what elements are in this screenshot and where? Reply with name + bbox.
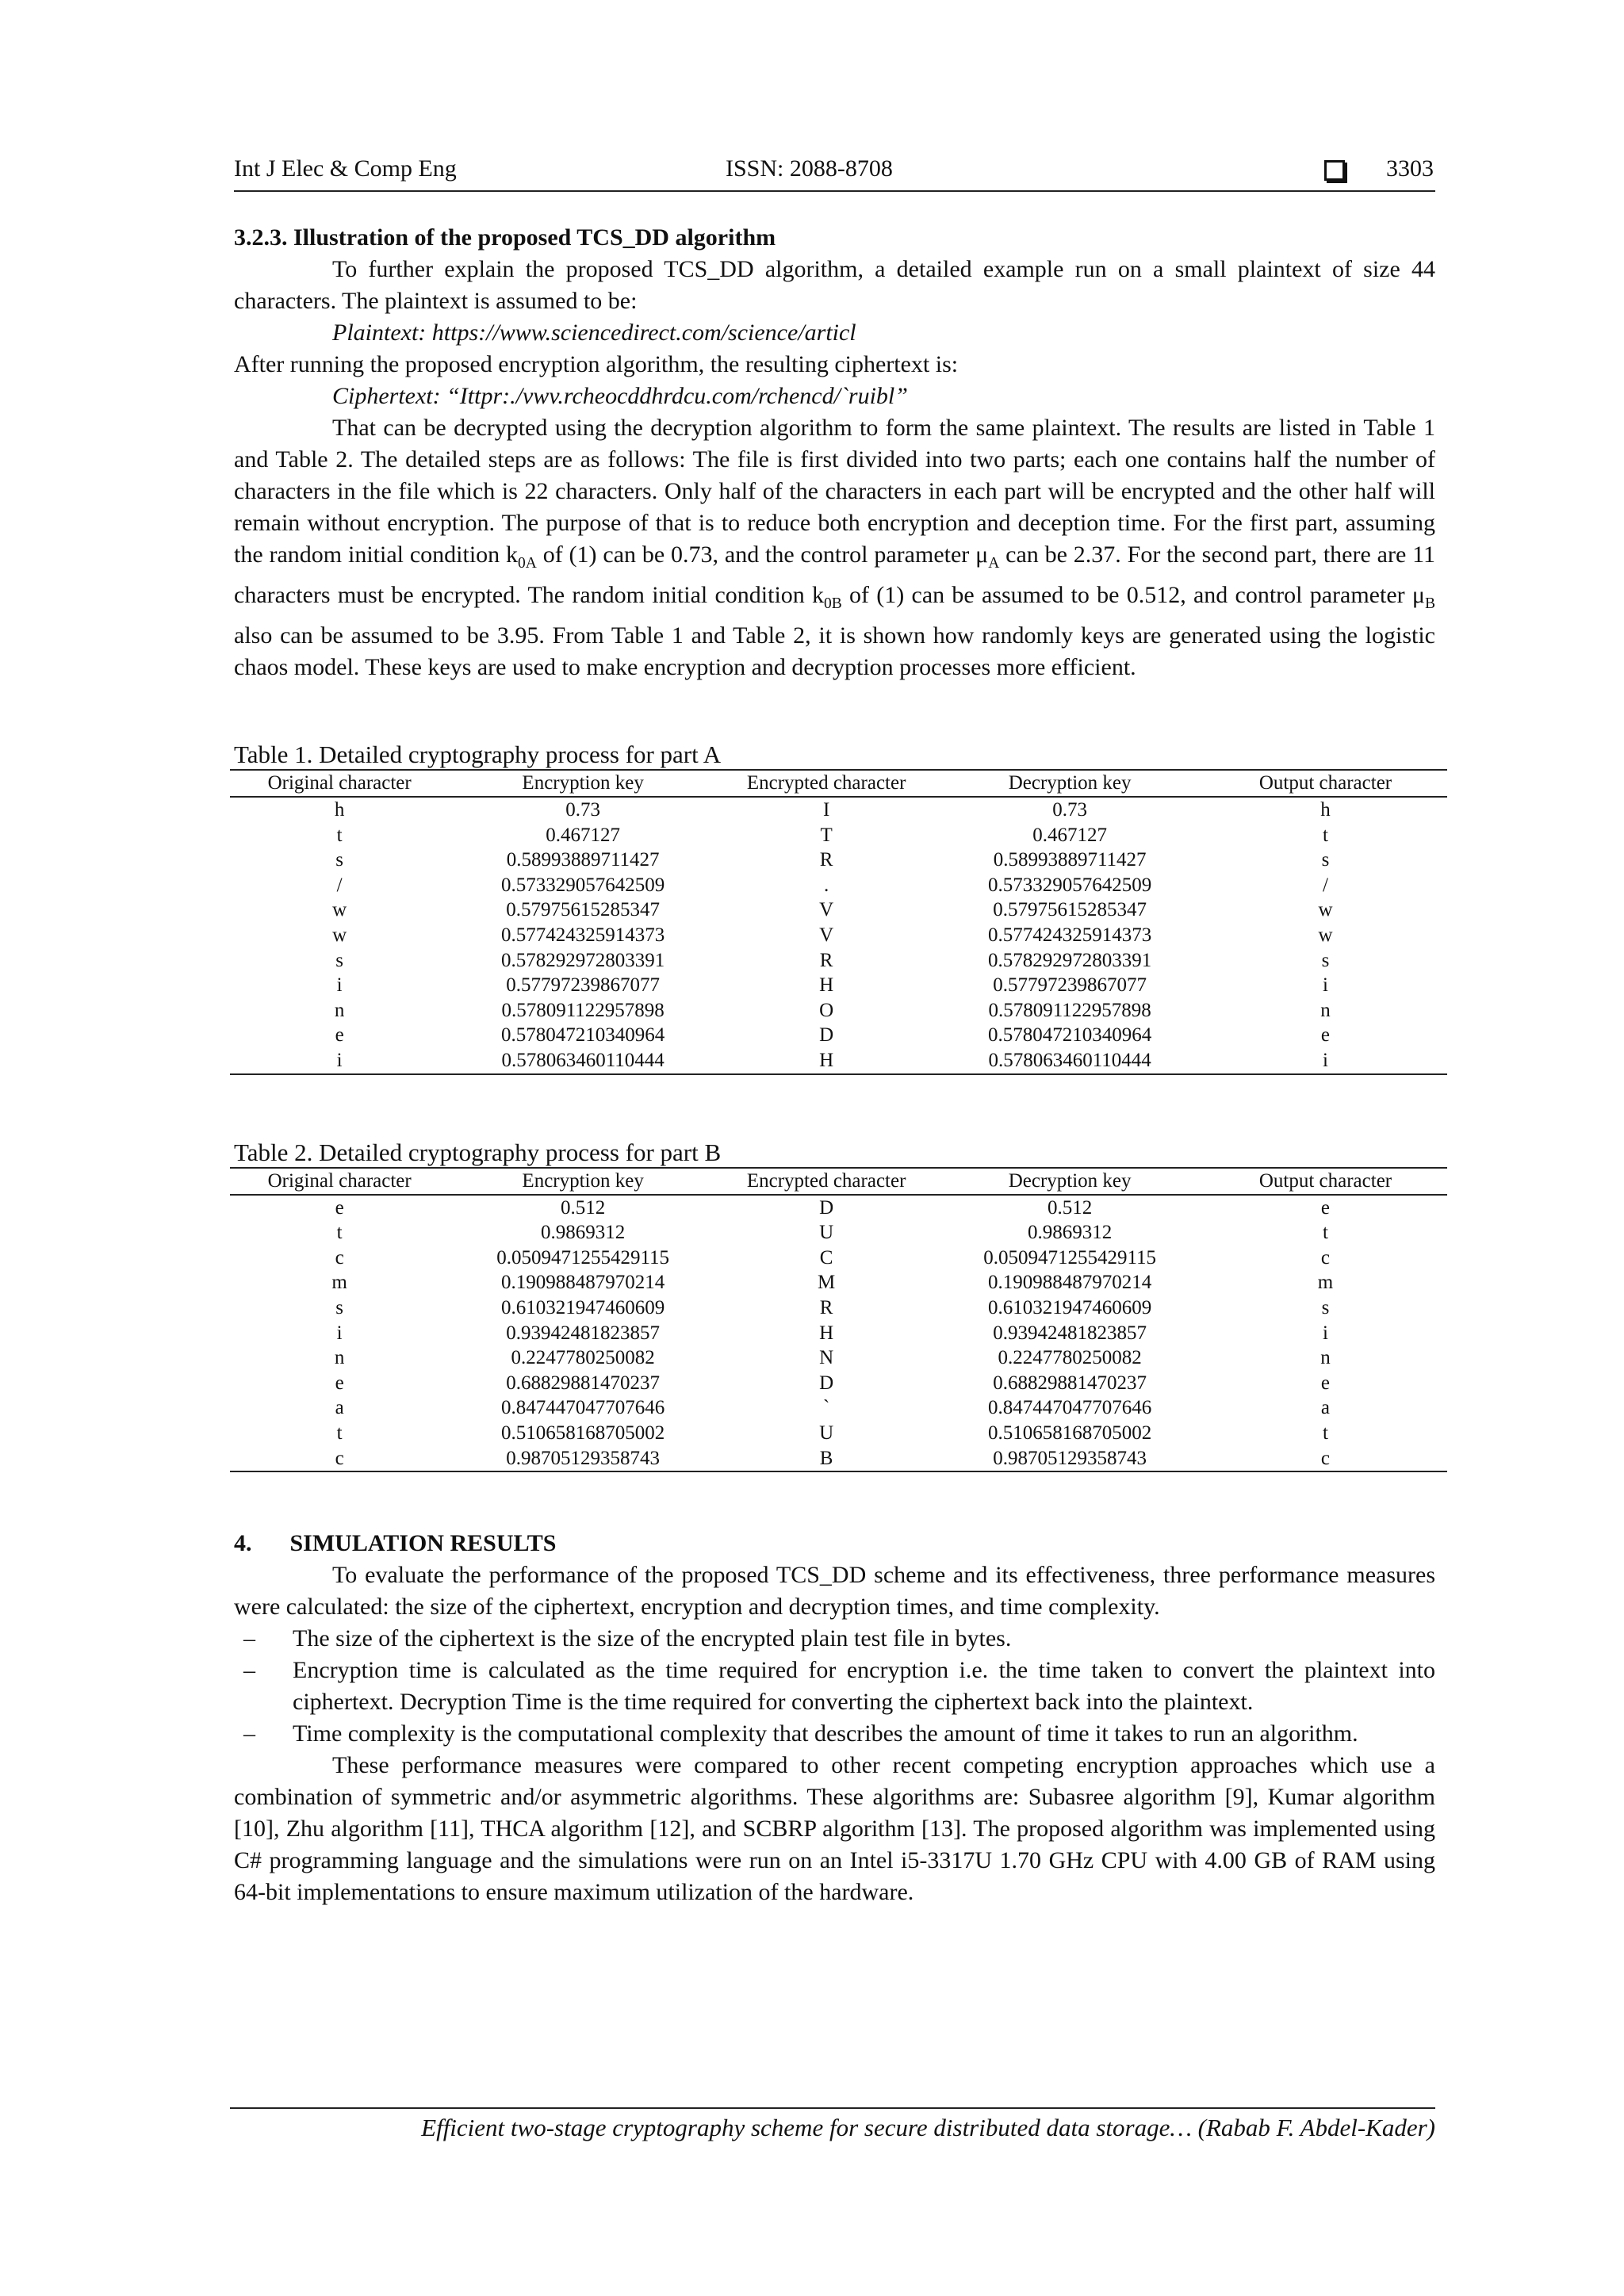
table-cell: M: [818, 1272, 836, 1294]
table-row: [230, 923, 1447, 948]
table-row: [230, 1345, 1447, 1371]
column-header: Encryption key: [449, 770, 717, 797]
table-row: [230, 1270, 1447, 1295]
table-cell: U: [819, 1422, 834, 1444]
table-row: [230, 1295, 1447, 1321]
table-cell: 0.847447047707646: [501, 1397, 665, 1419]
table-body: [230, 797, 1447, 1074]
table-cell: C: [819, 1246, 833, 1269]
table-cell: n: [334, 999, 345, 1021]
footer-text: Efficient two-stage cryptography scheme for secure distributed data storage… (Rabab F. Abdel-Kader): [421, 2114, 1435, 2141]
table-row: [230, 1395, 1447, 1421]
table-cell: D: [819, 1196, 834, 1219]
paragraph: After running the proposed encryption algorithm, the resulting ciphertext is:: [234, 351, 959, 377]
table-cell: `: [822, 1397, 830, 1419]
table-cell: 0.467127: [546, 824, 621, 846]
table-cell: .: [824, 874, 829, 896]
table-cell: 0.578063460110444: [988, 1049, 1151, 1071]
table-caption: Table 2. Detailed cryptography process for part B: [234, 1138, 722, 1166]
table-cell: O: [819, 999, 834, 1021]
table-cell: m: [1317, 1272, 1334, 1294]
table-cell: w: [1318, 924, 1333, 947]
table-cell: w: [1318, 899, 1333, 921]
table-row: [230, 1421, 1447, 1446]
table-cell: 0.2247780250082: [998, 1347, 1142, 1369]
issn: ISSN: 2088-8708: [726, 155, 893, 182]
table-row: [230, 873, 1447, 898]
table-cell: e: [1320, 1196, 1331, 1219]
table-cell: i: [1323, 1049, 1328, 1071]
table-cell: 0.0509471255429115: [983, 1246, 1157, 1269]
table-cell: a: [1320, 1397, 1331, 1419]
table-row: [230, 948, 1447, 974]
table-cell: s: [1321, 949, 1330, 971]
table-cell: 0.57797239867077: [506, 974, 661, 997]
table-cell: 0.610321947460609: [988, 1296, 1152, 1318]
column-header: Encrypted character: [717, 1168, 936, 1195]
table-header-row: [230, 770, 1447, 797]
table-cell: 0.9869312: [1028, 1222, 1113, 1244]
plaintext-example: Plaintext: https://www.sciencedirect.com/science/articl: [332, 320, 856, 346]
table-cell: m: [331, 1272, 347, 1294]
table-cell: 0.190988487970214: [501, 1272, 665, 1294]
table-cell: H: [819, 1322, 834, 1344]
table-row: [230, 998, 1447, 1024]
table-cell: 0.9869312: [541, 1222, 626, 1244]
table-row: [230, 797, 1447, 823]
table-cell: t: [1323, 1422, 1328, 1444]
table-cell: V: [819, 924, 834, 947]
table-cell: s: [335, 949, 344, 971]
table-row: [230, 1220, 1447, 1246]
paragraph: That can be decrypted using the decryption algorithm to form the same plaintext. The results are listed in Table 1 and Table 2. The detailed steps are as follows: The file is first divided into two parts; each one contains half the number of characters in the file which is 22 characters. Only half of the characters in each part will be encrypted and the other half will remain without encryption. The purpose of that is to reduce both encryption and deception time. For the first part, assuming the random initial condition $k_{0A}$ of (1) can be 0.73, and the control parameter $\mu_A$ can be 2.37. For the second part, there are 11 characters must be encrypted. The random initial condition $k_{0B}$ of (1) can be assumed to be 0.512, and control parameter $\mu_B$ also can be assumed to be 3.95. From Table 1 and Table 2, it is shown how randomly keys are generated using the logistic chaos model. These keys are used to make encryption and decryption processes more efficient.: [234, 415, 1435, 680]
table-cell: e: [335, 1196, 344, 1219]
paragraph: These performance measures were compared to other recent competing encryption approaches which use a combination of symmetric and/or asymmetric algorithms. These algorithms are: Subasree algorithm [9], Kumar algorithm [10], Zhu algorithm [11], THCA algorithm [12], and SCBRP algorithm [13]. The proposed algorithm was implemented using C# programming language and the simulations were run on an Intel i5-3317U 1.70 GHz CPU with 4.00 GB of RAM using 64-bit implementations to ensure maximum utilization of the hardware.: [234, 1752, 1435, 1906]
table-cell: t: [1323, 824, 1328, 846]
data-table: [230, 1167, 1447, 1473]
table-cell: e: [1320, 1372, 1331, 1394]
page-header: [234, 155, 1435, 192]
table-cell: 0.512: [561, 1196, 606, 1219]
page-footer: [230, 2107, 1435, 2142]
list-item-text: Encryption time is calculated as the time required for encryption i.e. the time taken to convert the plaintext into ciphertext. Decryption Time is the time required for converting the ciphertext back into the plaintext.: [293, 1657, 1435, 1716]
table-cell: t: [1323, 1222, 1328, 1244]
table-cell: t: [336, 1222, 343, 1244]
table-cell: s: [335, 849, 344, 871]
list-item: [234, 1718, 1435, 1750]
bullet-list: [234, 1623, 1435, 1750]
column-header: Output character: [1204, 770, 1447, 797]
table-row: [230, 1246, 1447, 1271]
table-cell: 0.68829881470237: [993, 1372, 1147, 1394]
table-row: [230, 1048, 1447, 1074]
table-cell: 0.0509471255429115: [496, 1246, 670, 1269]
table-cell: 0.577424325914373: [501, 924, 665, 947]
table-cell: R: [819, 849, 833, 871]
table-cell: c: [335, 1246, 344, 1269]
table-cell: 0.57797239867077: [993, 974, 1147, 997]
table-cell: H: [819, 974, 834, 997]
table-cell: 0.578091122957898: [988, 999, 1151, 1021]
table-row: [230, 897, 1447, 923]
table-cell: 0.68829881470237: [506, 1372, 661, 1394]
table-cell: 0.57975615285347: [993, 899, 1147, 921]
table-cell: e: [1320, 1024, 1331, 1047]
table-cell: a: [335, 1397, 344, 1419]
table-row: [230, 1371, 1447, 1396]
table-cell: e: [335, 1024, 344, 1047]
table-cell: 0.578292972803391: [988, 949, 1152, 971]
ciphertext-example: Ciphertext: “Ittpr:./vwv.rcheocddhrdcu.com/rchencd/`ruibl”: [332, 383, 908, 409]
paragraph: To further explain the proposed TCS_DD algorithm, a detailed example run on a small plaintext of size 44 characters. The plaintext is assumed to be:: [234, 256, 1435, 314]
table-cell: 0.93942481823857: [993, 1322, 1147, 1344]
table-cell: 0.58993889711427: [506, 849, 660, 871]
table-cell: 0.847447047707646: [988, 1397, 1152, 1419]
table-cell: e: [335, 1372, 344, 1394]
table-cell: 0.577424325914373: [988, 924, 1152, 947]
table-row: [230, 823, 1447, 848]
table-row: [230, 1321, 1447, 1346]
table-cell: T: [820, 824, 833, 846]
table-cell: /: [336, 874, 343, 896]
table-cell: i: [1323, 974, 1328, 997]
table-cell: c: [1320, 1447, 1331, 1469]
table-cell: c: [335, 1447, 344, 1469]
table-cell: 0.510658168705002: [501, 1422, 665, 1444]
table-row: [230, 973, 1447, 998]
table-cell: 0.98705129358743: [506, 1447, 661, 1469]
table-cell: w: [332, 899, 347, 921]
table-cell: i: [336, 1049, 343, 1071]
section-number: 4.: [234, 1530, 252, 1557]
data-table: [230, 769, 1447, 1075]
table-body: [230, 1195, 1447, 1472]
table-cell: 0.578047210340964: [988, 1024, 1152, 1047]
column-header: Decryption key: [936, 770, 1204, 797]
table-row: [230, 1195, 1447, 1221]
table-cell: n: [334, 1347, 345, 1369]
paragraph: To evaluate the performance of the proposed TCS_DD scheme and its effectiveness, three performance measures were calculated: the size of the ciphertext, encryption and decryption times, and time complexity.: [234, 1562, 1435, 1621]
table-cell: 0.578063460110444: [501, 1049, 665, 1071]
table-cell: n: [1320, 999, 1331, 1021]
table-cell: 0.578292972803391: [501, 949, 665, 971]
table-row: [230, 1445, 1447, 1471]
table-cell: R: [819, 1296, 833, 1318]
table-caption: Table 1. Detailed cryptography process for part A: [234, 740, 722, 768]
journal-name: Int J Elec & Comp Eng: [234, 155, 457, 182]
section-heading: [234, 1528, 1435, 1559]
table-cell: 0.573329057642509: [501, 874, 665, 896]
table-cell: 0.573329057642509: [988, 874, 1152, 896]
table-cell: 0.2247780250082: [511, 1347, 655, 1369]
main-content: [234, 222, 1435, 1908]
section-title: SIMULATION RESULTS: [289, 1530, 557, 1557]
table-cell: U: [819, 1222, 834, 1244]
table-cell: I: [822, 799, 830, 821]
table-cell: H: [819, 1049, 834, 1071]
table-cell: V: [819, 899, 834, 921]
table-cell: R: [819, 949, 833, 971]
column-header: Original character: [230, 1168, 449, 1195]
section-title: 3.2.3. Illustration of the proposed TCS_DD algorithm: [234, 224, 776, 251]
table-cell: 0.73: [1052, 799, 1087, 821]
table-row: [230, 848, 1447, 873]
table-cell: /: [1323, 874, 1328, 896]
list-item: [234, 1655, 1435, 1718]
table-header-row: [230, 1168, 1447, 1195]
table-cell: h: [334, 799, 345, 821]
table-cell: D: [819, 1024, 834, 1047]
table-cell: 0.73: [565, 799, 601, 821]
table-cell: i: [336, 974, 343, 997]
table-cell: s: [1321, 849, 1330, 871]
list-item: [234, 1623, 1435, 1655]
table-cell: 0.510658168705002: [988, 1422, 1152, 1444]
table-cell: B: [819, 1447, 833, 1469]
table-cell: s: [1321, 1296, 1330, 1318]
table-cell: 0.610321947460609: [501, 1296, 665, 1318]
table-cell: 0.512: [1048, 1196, 1093, 1219]
table-cell: 0.57975615285347: [506, 899, 661, 921]
table-cell: w: [332, 924, 347, 947]
list-item-text: Time complexity is the computational complexity that describes the amount of time it takes to run an algorithm.: [293, 1720, 1358, 1747]
dash-icon: –: [243, 1657, 255, 1684]
column-header: Encryption key: [449, 1168, 717, 1195]
column-header: Decryption key: [936, 1168, 1204, 1195]
table-cell: t: [336, 1422, 343, 1444]
table-cell: 0.93942481823857: [506, 1322, 661, 1344]
table-cell: 0.190988487970214: [988, 1272, 1152, 1294]
dash-icon: –: [243, 1625, 255, 1652]
table-cell: s: [335, 1296, 344, 1318]
table-cell: n: [1320, 1347, 1331, 1369]
dash-icon: –: [243, 1720, 255, 1747]
table-cell: D: [819, 1372, 834, 1394]
table-cell: N: [819, 1347, 834, 1369]
table-cell: c: [1320, 1246, 1331, 1269]
column-header: Encrypted character: [717, 770, 936, 797]
table-cell: i: [1323, 1322, 1328, 1344]
column-header: Output character: [1204, 1168, 1447, 1195]
list-item-text: The size of the ciphertext is the size of the encrypted plain test file in bytes.: [293, 1625, 1012, 1652]
table-cell: 0.578091122957898: [501, 999, 665, 1021]
square-icon: [1324, 160, 1345, 181]
table-cell: t: [336, 824, 343, 846]
table-row: [230, 1023, 1447, 1048]
table-cell: 0.467127: [1032, 824, 1107, 846]
column-header: Original character: [230, 770, 449, 797]
page-number: 3303: [1386, 155, 1434, 182]
table-cell: 0.58993889711427: [993, 849, 1147, 871]
table-cell: 0.98705129358743: [993, 1447, 1147, 1469]
table-cell: i: [336, 1322, 343, 1344]
table-cell: h: [1320, 799, 1331, 821]
table-cell: 0.578047210340964: [501, 1024, 665, 1047]
